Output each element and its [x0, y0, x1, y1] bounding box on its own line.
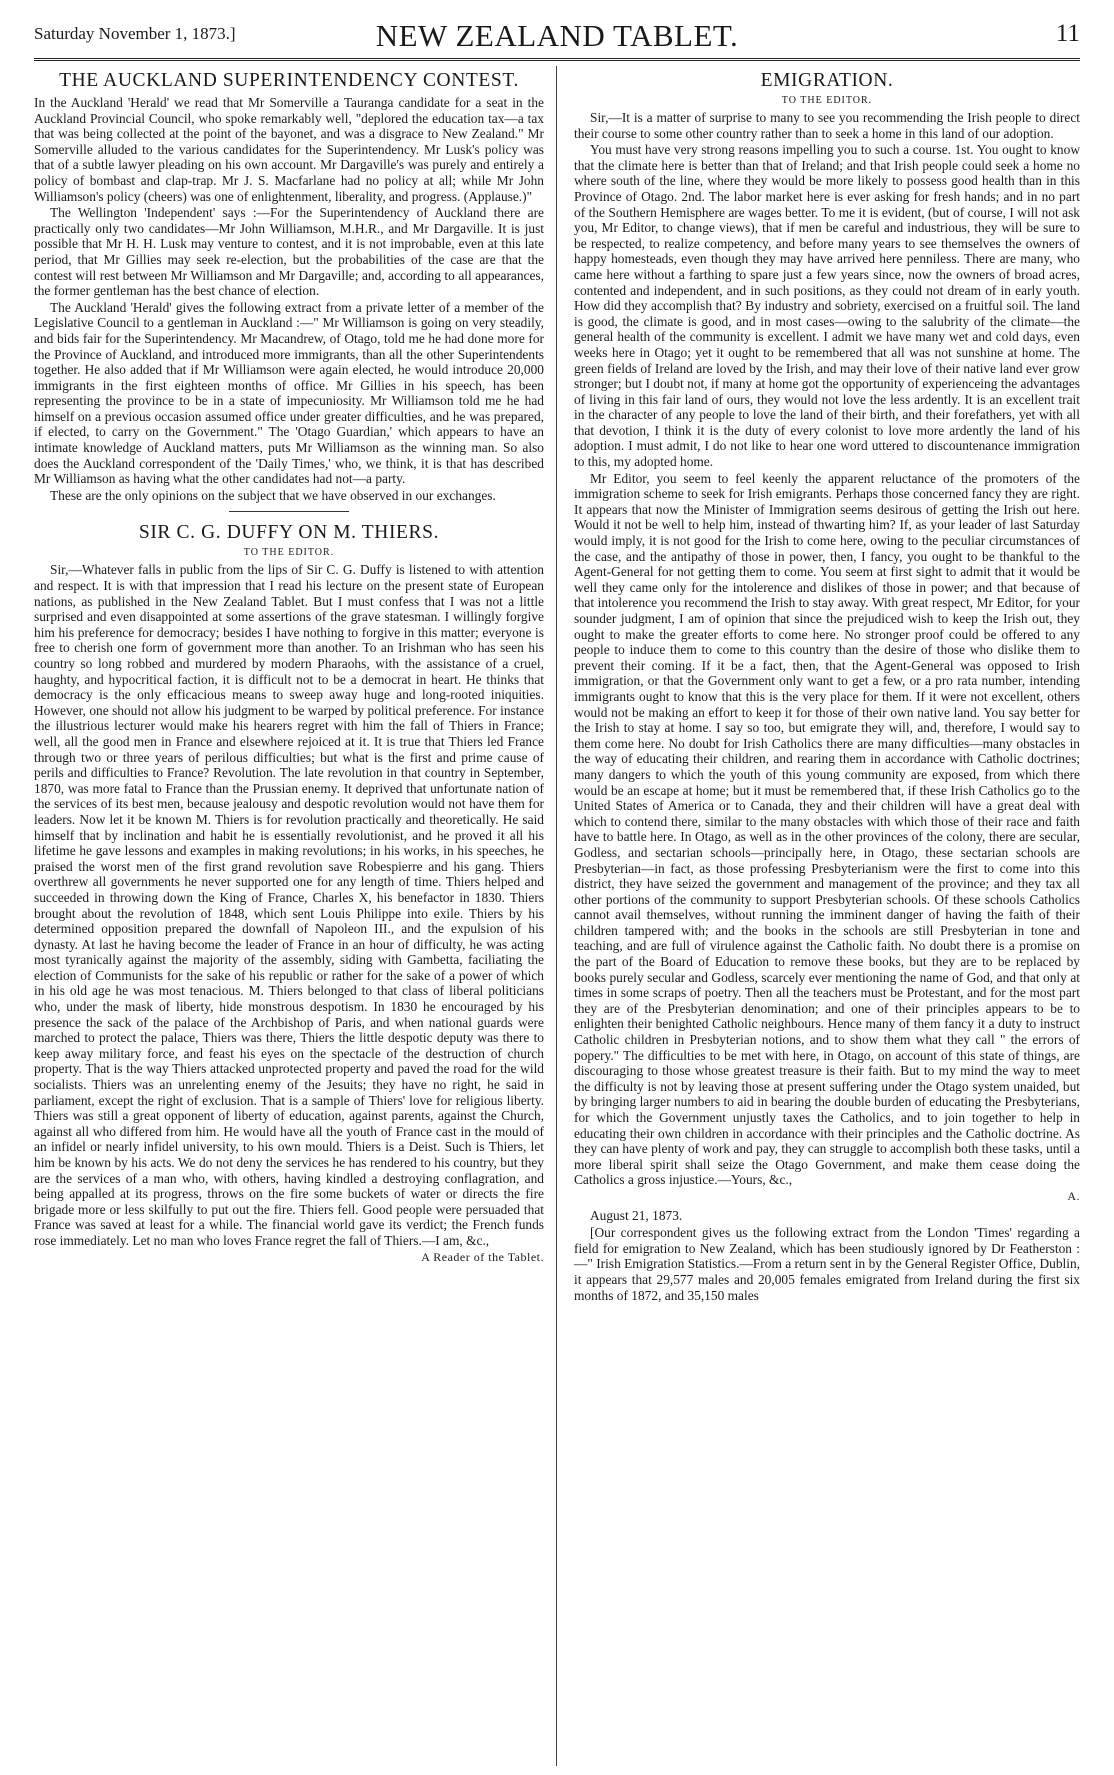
letter-paragraph: Sir,—Whatever falls in public from the lips of Sir C. G. Duffy is listened to with attention and respect. It is with that impression that I read his lecture on the present state of European nations, as published in the New Zealand Tablet. But I must confess that I was not a little surprised and even disappointed at some assertions of the grave statesman. I willingly forgive him his preference for democracy; besides I have nothing to forgive in this matter; everyone is free to cherish one form of government more than another. To an Irishman who has seen his country so long robbed and murdered by modern Pharaohs, with the assistance of a cruel, haughty, and hypocritical faction, it is difficult not to be a democrat in heart. He thinks that democracy is the only efficacious means to sweep away huge and long-rooted iniquities. However, one should not allow his judgment to be warped by political preference. For instance the illustrious lecturer would make his hearers regret with him the fall of Thiers in France; well, all the good men in France and elsewhere rejoiced at it. It is true that Thiers led France through two or three years of perilous difficulties; but what is the first and prime cause of perils and difficulties to France? Revolution. The late revolution in that country in September, 1870, was more fatal to France than the Prussian enemy. It deprived that unfortunate nation of the services of its best men, because jealousy and despotic revolution would not have them for leaders. Now let it be known M. Thiers is for revolution practically and theoretically. He said himself that by inclination and habit he is essentially revolutionist, and he proved it all his lifetime he gave lessons and examples in making revolutions; in his works, in his speeches, he praised the worst men of the first grand revolution save Robespierre and his gang. Thiers overthrew all governments he never supported one for any length of time. Thiers helped and succeeded in throwing down the King of France, Charles X, his benefactor in 1830. Thiers brought about the revolution of 1848, which sent Louis Philippe into exile. Thiers by his determined opposition prepared the downfall of Napoleon III., and the expulsion of his dynasty. At last he having become the leader of France in an hour of difficulty, he was acting most tyranically against the majority of the assembly, siding with Gambetta, faciliating the election of Communists for the sake of his republic or rather for the sake of a power of which in his old age he was most tenacious. M. Thiers belonged to that class of liberal politicians who, under the mask of liberty, hide monstrous despotism. In 1830 he encouraged by his presence the sack of the palace of the Archbishop of Paris, and when national guards were marched to protect the palace, Thiers was there, Thiers the little despotic deputy was there to keep away military force, and feast his eyes on the spectacle of the destruction of church property. That is the way Thiers attacked unprotected property and paved the road for the wild socialists. Thiers was an unrelenting enemy of the Jesuits; they have no right, he said in parliament, except the right of exclusion. That is a sample of Thiers' love for religious liberty. Thiers was still a great opponent of liberty of education, against parents, against the Church, against all who differed from him. He would have all the youth of France cast in the mould of an infidel or nearly infidel university, to his own mould. Thiers is a Deist. Such is Thiers, let him be known by his acts. We do not deny the services he has rendered to his country, but they are the services of a man who, with others, having kindled a destroying conflagration, and being appalled at its progress, throws on the fire some buckets of water or directs the fire brigade more or less skilfully to put out the fire. Thiers fell. Good people were persuaded that France was saved at least for a while. The financial world gave its verdict; the French funds rose immediately. Let no man who loves France regret the fall of Thiers.—I am, &c., [34, 562, 544, 1248]
article-duffy [34, 522, 544, 1265]
column-divider [556, 66, 557, 1766]
letter-signoff-initial: A. [1067, 1188, 1080, 1203]
masthead [34, 18, 1080, 53]
article-paragraph: The Auckland 'Herald' gives the following extract from a private letter of a member of the Legislative Council to a gentleman in Auckland :—" Mr Williamson is going on very steadily, and bids fair for the Superintendency. Mr Macandrew, of Otago, told me he had done more for the Province of Auckland, and introduced more immigrants, than all the other Superintendents together. He also added that if Mr Williamson were again elected, he would introduce 20,000 immigrants in the first eighteen months of office. Mr Gillies in his speech, has been representing the province to be in a state of impecuniosity. Mr Williamson told me he had himself on a previous occasion assumed office under greater difficulties, and he was prepared, if elected, to carry on the Government." The 'Otago Guardian,' which appears to have an intimate knowledge of Auckland matters, puts Mr Williamson as the winning man. So also does the Auckland correspondent of the 'Daily Times,' who, we think, it is that has described Mr Williamson as having what the other candidates had not—a party. [34, 299, 544, 487]
right-column [574, 70, 1080, 1304]
to-editor-label: TO THE EDITOR. [243, 547, 335, 559]
article-emigration [574, 70, 1080, 1303]
letter-date: August 21, 1873. [590, 1207, 683, 1223]
article-paragraph: In the Auckland 'Herald' we read that Mr Somerville a Tauranga candidate for a seat in the Auckland Provincial Council, who spoke remarkably well, "deplored the education tax—a tax that was being collected at the point of the bayonet, and was a disgrace to New Zealand." Mr Somerville alluded to the various candidates for the Superintendency. Mr Lusk's policy was that of a subtle lawyer pleading on his own account. Mr Dargaville's was purely and entirely a policy of bombast and clap-trap. Mr J. S. Macfarlane had no policy at all; while Mr John Williamson's policy (cheers) was one of enlightenment, liberality, and progress. (Applause.)" [34, 95, 544, 204]
letter-paragraph: Sir,—It is a matter of surprise to many to see you recommending the Irish people to direct their course to some other country rather than to seek a home in this land of our adoption. [574, 110, 1080, 141]
article-auckland [34, 70, 544, 503]
page-number: 11 [1055, 20, 1080, 47]
article-separator [229, 511, 349, 512]
article-paragraph: The Wellington 'Independent' says :—For the Superintendency of Auckland there are practically only two candidates—Mr John Williamson, M.H.R., and Mr Dargaville. It is just possible that Mr H. H. Lusk may venture to contest, and it is not improbable, even at this late period, that Mr Gillies may seek re-election, but the probabilities of the case are that the contest will rest between Mr Williamson and Mr Dargaville; and, according to all appearances, the former gentleman has the best chance of election. [34, 205, 544, 299]
letter-paragraph: You must have very strong reasons impelling you to such a course. 1st. You ought to know that the climate here is better than that of Ireland; and that Irish people could seek a home no where south of the line, where they would be more likely to possess good health than in this Province of Otago. 2nd. The labor market here is ever asking for fresh hands; and in no part of the Southern Hemisphere are wages better. To me it is evident, (but of course, I will not ask you, Mr Editor, to change views), that if men be careful and industrious, they will be sure to be respected, to realize competency, and before many years to see themselves the owners of happy homesteads, even though they may have arrived here penniless. There are many, who came here without a farthing to spare just a few years since, now the owners of broad acres, contented and independent, and in such positions, as they could not dream of in early youth. How did they accomplish that? By industry and sobriety, exercised on a fruitful soil. The land is good, the climate is good, and in most cases—owing to the salubrity of the climate—the general health of the community is excellent. I admit we have many wet and cold days, even weeks here in Otago; yet it ought to be remembered that all was not sunshine at home. The green fields of Ireland are loved by the Irish, and may their love of their native land ever grow stronger; but I doubt not, if many at home got the opportunity of experienceing the advantages of living in this fair land of ours, they would not love the less ardently. It is an excellent trait in the character of any people to love the land of their birth, and their forefathers, yet with all that devotion, I think it is the duty of every colonist to love more ardently the land of his adoption. I must admit, I do not like to hear one word uttered to discountenance immigration to this, my adopted home. [574, 142, 1080, 470]
left-column [34, 70, 544, 1268]
issue-date: Saturday November 1, 1873.] [34, 24, 236, 43]
editor-note-paragraph: [Our correspondent gives us the following extract from the London 'Times' regarding a field for emigration to New Zealand, which has been studiously ignored by Dr Featherston :—" Irish Emigration Statistics.—From a return sent in by the General Register Office, Dublin, it appears that 29,577 males and 20,005 females emigrated from Ireland during the first six months of 1872, and 35,150 males [574, 1225, 1080, 1303]
article-paragraph: These are the only opinions on the subject that we have observed in our exchanges. [50, 487, 496, 503]
article-heading-auckland: THE AUCKLAND SUPERINTENDENCY CONTEST. [59, 70, 519, 91]
article-heading-duffy: SIR C. G. DUFFY ON M. THIERS. [138, 522, 440, 544]
article-heading-emigration: EMIGRATION. [760, 70, 894, 91]
letter-signature: A Reader of the Tablet. [421, 1249, 544, 1264]
letter-paragraph: Mr Editor, you seem to feel keenly the apparent reluctance of the promoters of the immigration scheme to seek for Irish emigrants. Perhaps those concerned fancy they are right. It appears that now the Minister of Immigration seems desirous of getting the Irish out here. Would it not be well to help him, instead of thwarting him? If, as your leader of last Saturday would imply, it is not good for the Irish to come here, owing to the peculiar circumstances of the case, and the antipathy of those in power, then, I fancy, you ought to be thankful to the Agent-General for not getting them to come. You seem at first sight to admit that it would be well they came only for the intolerence and dislikes of those in power; and that because of that intolerence you recommend the Irish to stay away. With great respect, Mr Editor, for your sounder judgment, I am of opinion that since the prejudiced wish to keep the Irish out, they ought to make the greater efforts to come here. No stronger proof could be offered to any people to induce them to come to this country than the desire of those who dislike them to prevent their coming. If it be a fact, then, that the Agent-General was opposed to Irish immigration, or that the Government only want to get a few, or a pro rata number, intending immigrants ought to know that this is the very place for them. If it were not excellent, others would not be making an effort to keep it for those of their own native land. You say better for the Irish to stay at home. I say so too, but emigrate they will, and, therefore, I would say to them come here. No doubt for Irish Catholics there are many difficulties—many obstacles in the way of educating their children, and rearing them in accordance with Catholic doctrines; many dangers to which the youth of this young community are exposed, from which there would be an escape at home; but it must be remembered that, if these Irish Catholics go to the United States of America or to Canada, they and their children will have a great deal with which to contend there, similar to the many obstacles with which those of their race and faith have to battle here. In Otago, as well as in the other provinces of the colony, there are secular, Godless, and sectarian schools—principally here, in Otago, these sectarian schools are Presbyterian—in fact, as those professing Presbyterianism were the first to come into this district, they have seized the government and management of the province; and they tax all other portions of the community to support Presbyterian schools. Of these schools Catholics cannot avail themselves, without running the imminent danger of having the faith of their children tampered with; and the books in the schools are still Presbyterian in tone and teaching, and are full of virulence against the Catholic faith. No doubt there is a promise on the part of the Board of Education to remove these books, but they are to be replaced by books purely secular and Godless, scarcely ever mentioning the name of God, and that only at times in some scraps of poetry. Then all the teachers must be Protestant, and for the most part they are of the Presbyterian denomination; and one of their principles appears to be to enlighten their benighted Catholic neighbours. Hence many of them fancy it a duty to instruct Catholic children in Presbyterian notions, and to show them what they call " the errors of popery." The difficulties to be met with here, in Otago, on account of this state of things, are discouraging to those whose greatest treasure is their faith. But to my mind the way to meet the difficulty is not by leaving those at present suffering under the Otago system unaided, but by bringing larger numbers to aid in bearing the double burden of educating the Presbyterians, for which the Government unjustly taxes the Catholics, and to join together to help in educating their own children in accordance with their principles and the Catholic doctrine. As they can have plenty of work and pay, they can struggle to accomplish both these tasks, until a more liberal spirit shall seize the Otago Government, and make them cease doing the Catholics a gross injustice.—Yours, &c., [574, 470, 1080, 1188]
masthead-rule [34, 58, 1080, 61]
newspaper-title: NEW ZEALAND TABLET. [375, 18, 739, 53]
to-editor-label: TO THE EDITOR. [781, 95, 873, 106]
